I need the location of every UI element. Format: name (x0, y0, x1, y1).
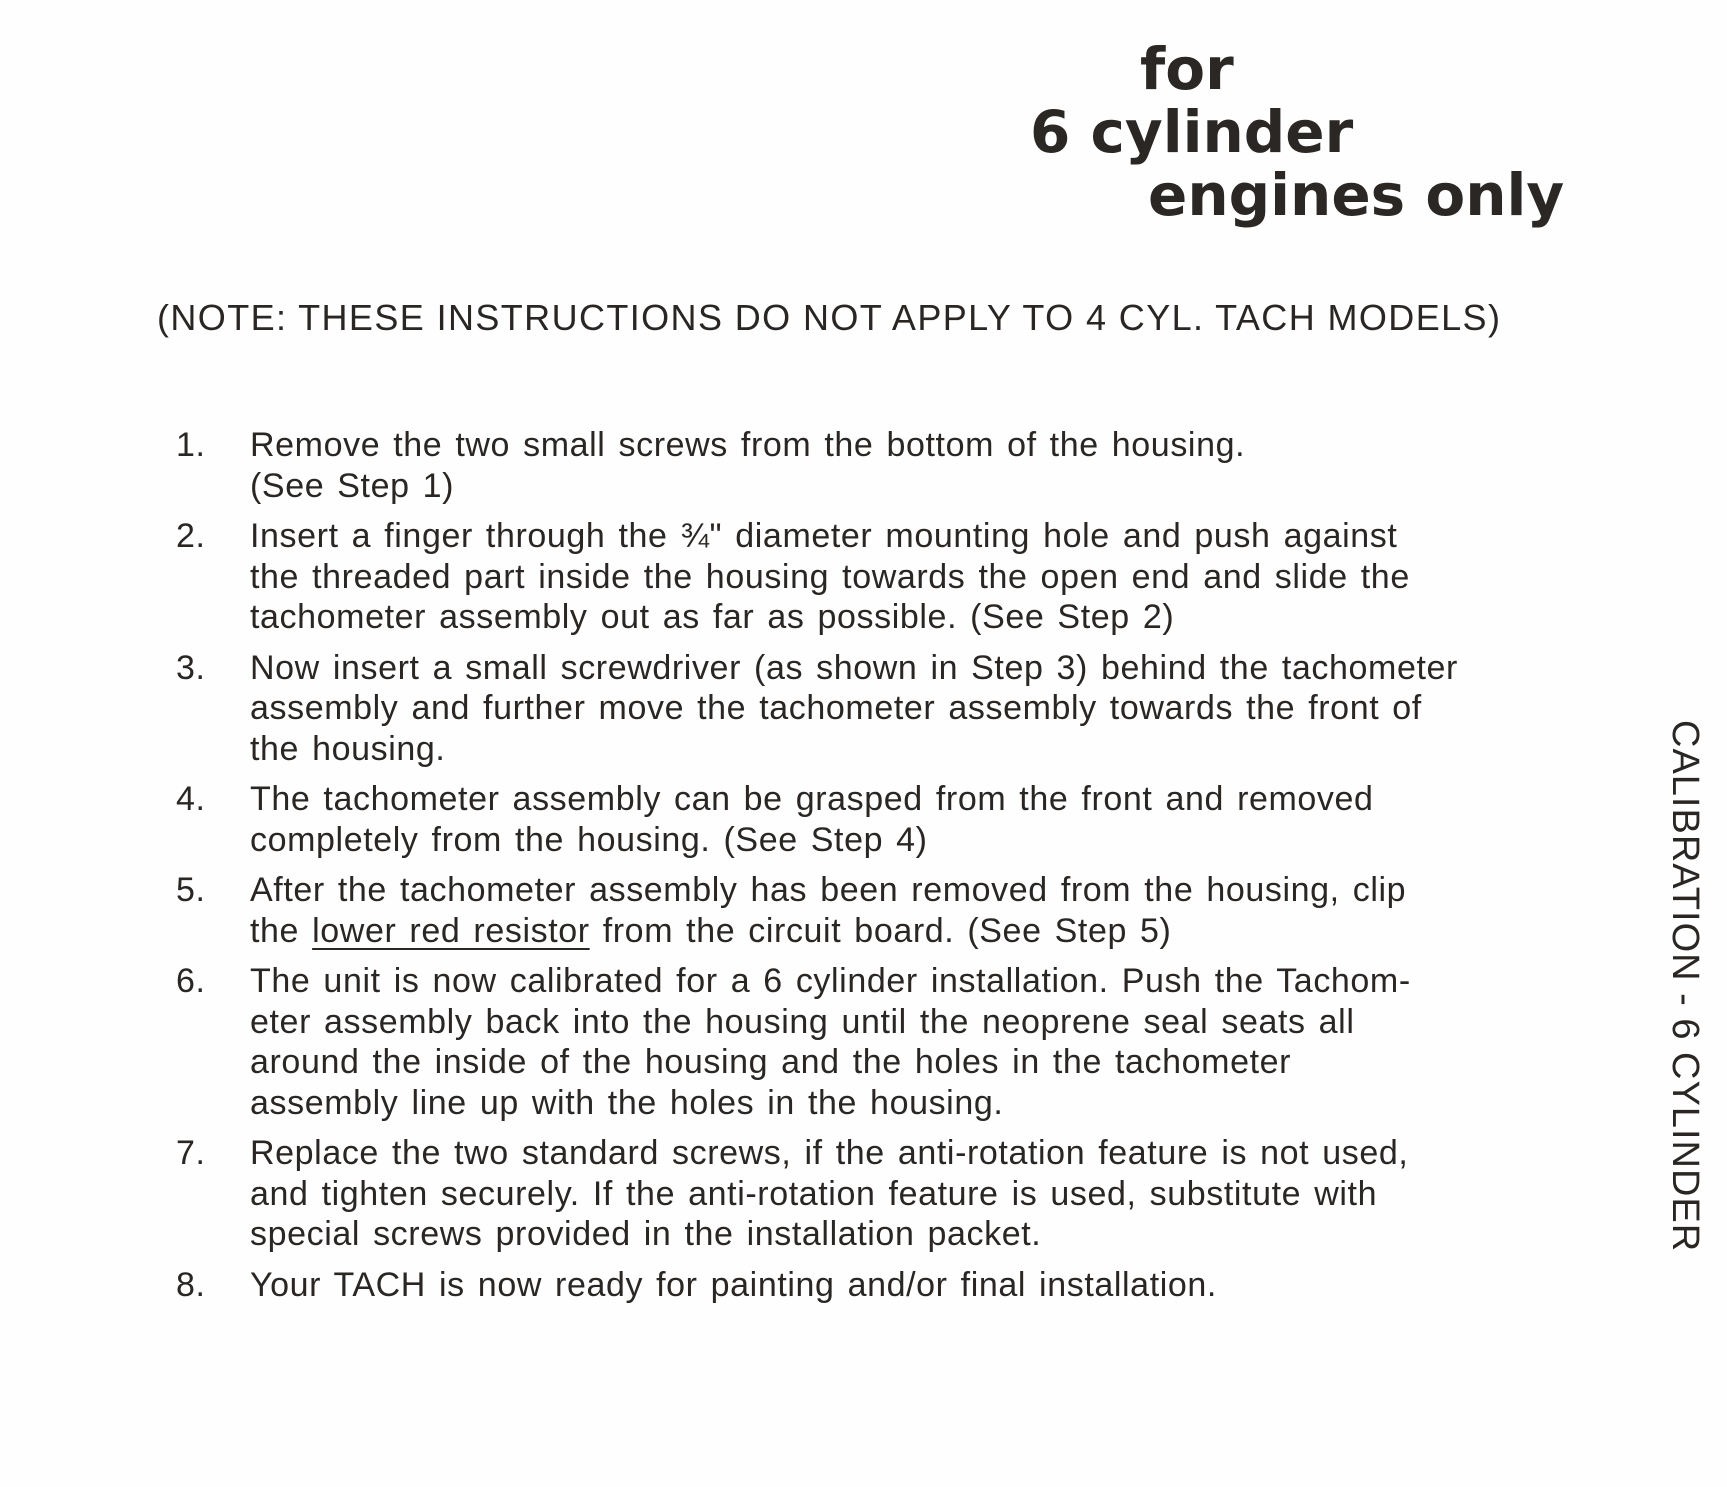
instruction-step-6 (160, 961, 1560, 1123)
step-text: Remove the two small screws from the bottom of the housing. (See Step 1) (250, 426, 1246, 505)
step-number: 2. (176, 517, 206, 555)
instruction-step-8 (160, 1265, 1560, 1306)
instruction-step-7 (160, 1133, 1560, 1255)
page-title (1030, 35, 1565, 229)
step-text (250, 870, 1560, 951)
step-text-before: After the tachometer assembly has been removed from the housing, clip the (250, 871, 1407, 950)
step-number: 8. (176, 1265, 206, 1304)
step-text: The unit is now calibrated for a 6 cylinder installation. Push the Tachom- eter assembly back into the housing until the neoprene seal seats all around the inside of the housing and the holes in the tachometer assembly line up with the holes in the housing. (250, 962, 1411, 1122)
instruction-step-4 (160, 779, 1560, 860)
note-text: (NOTE: THESE INSTRUCTIONS DO NOT APPLY TO 4 CYL. TACH MODELS) (157, 297, 1502, 338)
step-text: Your TACH is now ready for painting and/or final installation. (250, 1265, 1217, 1304)
instruction-list (160, 425, 1560, 1315)
instruction-step-5 (160, 870, 1560, 951)
step-number: 3. (176, 648, 206, 687)
step-text-after: from the circuit board. (See Step 5) (589, 911, 1172, 950)
step-number: 1. (176, 426, 206, 464)
instruction-step-3 (160, 648, 1560, 770)
side-label: CALIBRATION - 6 CYLINDER (1664, 720, 1706, 1253)
instruction-step-2 (160, 516, 1560, 638)
step-text: Now insert a small screwdriver (as shown in Step 3) behind the tachometer assembly and further move the tachometer assembly towards the front of the housing. (250, 648, 1458, 768)
instruction-step-1 (160, 425, 1560, 506)
title-line-3: engines only (1148, 161, 1565, 229)
title-line-2: 6 cylinder (1030, 98, 1354, 166)
step-number: 4. (176, 780, 206, 818)
step-number: 5. (176, 871, 206, 909)
step-text: Replace the two standard screws, if the anti-rotation feature is not used, and tighten securely. If the anti-rotation feature is used, substitute with special screws provided in the installation packet. (250, 1134, 1409, 1253)
step-number: 7. (176, 1134, 206, 1172)
step-text: Insert a finger through the ¾" diameter mounting hole and push against the threaded part inside the housing towards the open end and slide the tachometer assembly out as far as possible. (See Step 2) (250, 517, 1410, 636)
step-number: 6. (176, 962, 206, 1000)
title-line-1: for (1140, 35, 1234, 103)
underlined-resistor-text: lower red resistor (312, 911, 590, 950)
step-text: The tachometer assembly can be grasped from the front and removed completely from the housing. (See Step 4) (250, 780, 1374, 859)
